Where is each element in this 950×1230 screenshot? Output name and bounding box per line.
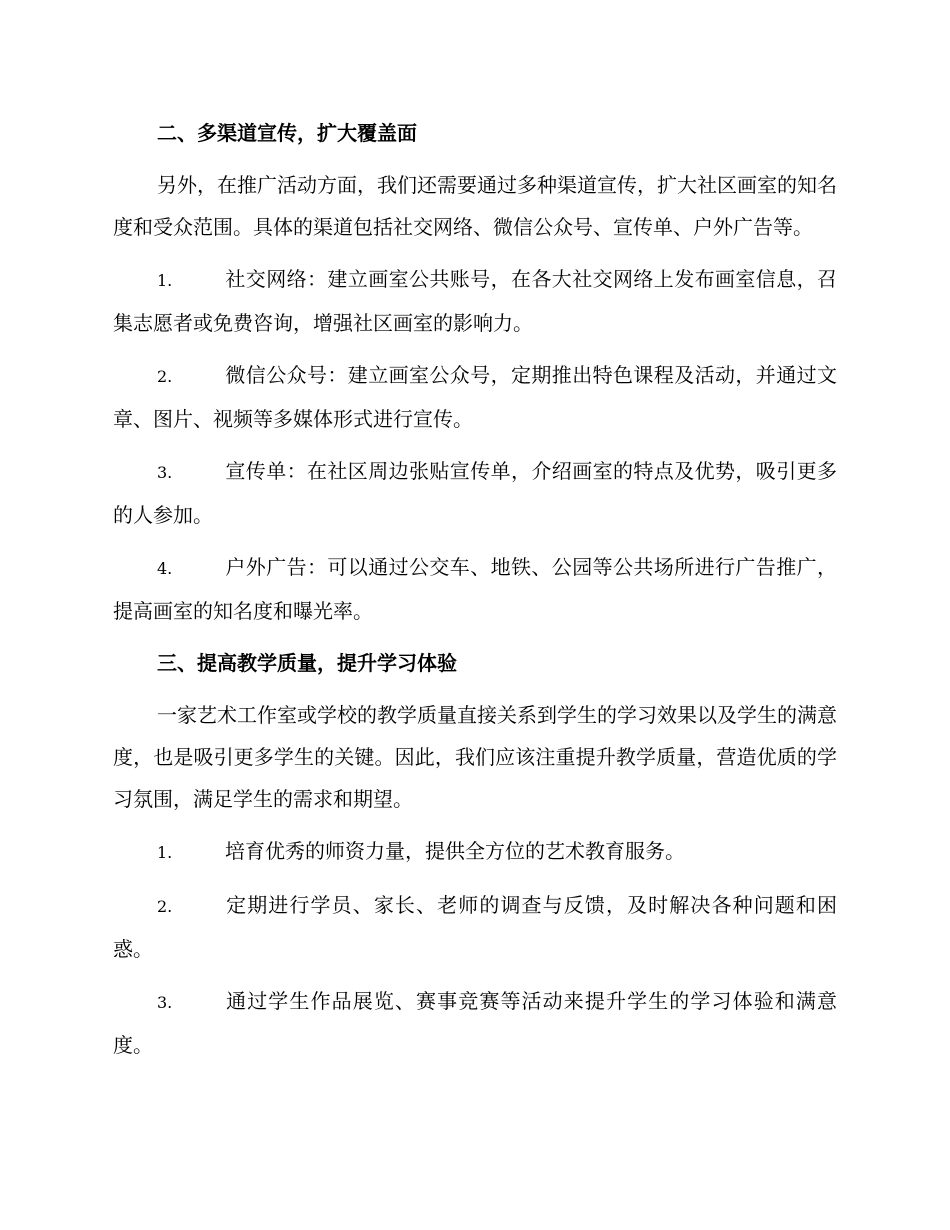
list-number: 4. <box>157 559 173 578</box>
list-text: 户外广告：可以通过公交车、地铁、公园等公共场所进行广告推广，提高画室的知名度和曝光率。 <box>113 555 837 623</box>
list-item <box>113 980 837 1066</box>
list-item <box>113 354 837 440</box>
list-item <box>113 884 837 970</box>
list-number: 3. <box>157 993 173 1012</box>
list-number: 1. <box>157 271 173 290</box>
section-heading: 三、提高教学质量，提升学习体验 <box>157 651 457 675</box>
list-text: 定期进行学员、家长、老师的调查与反馈，及时解决各种问题和困惑。 <box>113 893 837 961</box>
list-number: 2. <box>157 897 173 916</box>
list-text: 社交网络：建立画室公共账号，在各大社交网络上发布画室信息，召集志愿者或免费咨询，增强社区画室的影响力。 <box>113 267 837 335</box>
list-item <box>113 830 837 874</box>
section-intro: 一家艺术工作室或学校的教学质量直接关系到学生的学习效果以及学生的满意度，也是吸引更多学生的关键。因此，我们应该注重提升教学质量，营造优质的学习氛围，满足学生的需求和期望。 <box>113 703 837 811</box>
list-number: 3. <box>157 463 173 482</box>
list-item <box>113 546 837 632</box>
list-item <box>113 258 837 344</box>
list-text: 宣传单：在社区周边张贴宣传单，介绍画室的特点及优势，吸引更多的人参加。 <box>113 459 837 527</box>
list-item <box>113 450 837 536</box>
list-text: 培育优秀的师资力量，提供全方位的艺术教育服务。 <box>225 839 685 863</box>
section-heading: 二、多渠道宣传，扩大覆盖面 <box>157 121 417 145</box>
section-intro: 另外，在推广活动方面，我们还需要通过多种渠道宣传，扩大社区画室的知名度和受众范围。具体的渠道包括社交网络、微信公众号、宣传单、户外广告等。 <box>113 173 837 239</box>
list-number: 2. <box>157 367 173 386</box>
list-text: 通过学生作品展览、赛事竞赛等活动来提升学生的学习体验和满意度。 <box>113 989 837 1057</box>
list-number: 1. <box>157 843 173 862</box>
list-text: 微信公众号：建立画室公众号，定期推出特色课程及活动，并通过文章、图片、视频等多媒体形式进行宣传。 <box>113 363 837 431</box>
